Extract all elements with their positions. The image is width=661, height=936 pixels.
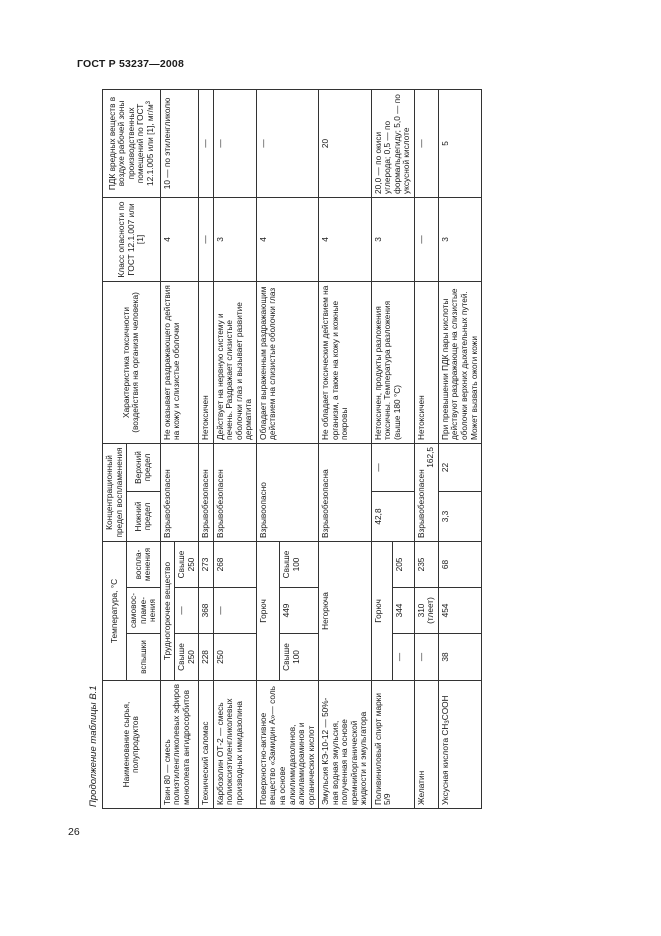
cell-hazard-class: 4 — [256, 197, 318, 281]
table-row — [256, 89, 279, 808]
cell-self-ignition: — — [213, 588, 256, 634]
table-row — [371, 89, 393, 808]
cell-toxicity: Не обладает токсическим действием на организм, а также на кожу и кожные покровы — [319, 281, 372, 443]
table-row — [160, 89, 175, 808]
cell-self-ignition: 454 — [438, 588, 481, 634]
cell-name: Технический саломас — [199, 681, 214, 809]
cell-pdk: — — [213, 89, 256, 197]
table-row — [319, 89, 372, 808]
cell-toxicity: При превышении ПДК пары кислоты действуют раздражающе на слизистые оболочки верхних дыхательных путей. Может вызвать ожоги кожи — [438, 281, 481, 443]
cell-ignition: 205 — [393, 541, 415, 587]
cell-name: Карбозолин ОТ-2 — смесь полиоксиэтиленгликолевых производных имидазолина — [213, 681, 256, 809]
cell-self-ignition: 310 (тлеет) — [414, 588, 438, 634]
cell-explosivity — [414, 443, 438, 541]
pdk-header-sup: 3 — [145, 101, 152, 105]
conc-group-header: Концентрационный предел воспламенения — [103, 443, 127, 541]
cell-explosivity: Взрывобезопасен — [160, 443, 199, 541]
col-hazard-class-header: Класс опасности по ГОСТ 12.1.007 или [1] — [103, 197, 161, 281]
rotated-table-block — [86, 90, 555, 809]
cell-ignition: Свыше 250 — [175, 541, 199, 587]
cell-combustibility: Горюч — [256, 541, 279, 680]
cell-self-ignition: 344 — [393, 588, 415, 634]
document-header: ГОСТ Р 53237—2008 — [77, 58, 185, 70]
cell-self-ignition: — — [175, 588, 199, 634]
cell-pdk: — — [199, 89, 214, 197]
col-ignition-header: воспла-менения — [127, 541, 161, 587]
upper-limit-value: 162,5 — [425, 446, 436, 468]
cell-combustibility: Трудногорючее вещество — [160, 541, 175, 680]
cell-pdk: 20 — [319, 89, 372, 197]
cell-toxicity: Нетоксичен — [199, 281, 214, 443]
cell-hazard-class: 3 — [371, 197, 414, 281]
col-lower-header: Нижний предел — [127, 491, 161, 541]
cell-upper: 22 — [438, 443, 481, 491]
cell-ignition: 273 — [199, 541, 214, 587]
cell-explosivity: Взрывобезопасна — [319, 443, 372, 541]
cell-ignition: 235 — [414, 541, 438, 587]
name-subscript: 3 — [444, 720, 451, 724]
cell-toxicity: Действует на нервную систему и печень. Раздражает слизистые оболочки глаз и вызывает развитие дерматита — [213, 281, 256, 443]
cell-pdk: 20,0 — по окиси углерода; 0,5 — по формальдегиду; 5,0 — по уксусной кислоте — [371, 89, 414, 197]
col-upper-header: Верхний предел — [127, 443, 161, 491]
pdk-header-text: ПДК вредных веществ в воздухе рабочей зоны производственных помещений по ГОСТ 12.1.005 или [1], мг/м — [106, 96, 155, 191]
col-self-ignition-header: самовос-пламе-нения — [127, 588, 161, 634]
cell-explosivity: Взрывоопасно — [256, 443, 318, 541]
explosivity-text: Взрывобезопасен — [415, 469, 426, 538]
cell-ignition: 268 — [213, 541, 256, 587]
cell-toxicity: Обладает выраженным раздражающим действием на слизистые оболочки глаз — [256, 281, 318, 443]
cell-flash: 228 — [199, 634, 214, 681]
cell-combustibility: Негорюча — [319, 541, 372, 680]
cell-toxicity: Нетоксичен, продукты разложения токсичны. Температура разложения (выше 180 °С) — [371, 281, 414, 443]
cell-pdk: — — [256, 89, 318, 197]
cell-explosivity: Взрывобезопасен — [199, 443, 214, 541]
table-row — [414, 89, 438, 808]
cell-hazard-class: 3 — [213, 197, 256, 281]
cell-name: Эмульсия КЭ-10-12 — 50%-ная водная эмульсия, полученная на основе кремнийорганической жидкости и эмульгатора — [319, 681, 372, 809]
cell-toxicity: Нетоксичен — [414, 281, 438, 443]
temp-group-header: Температура, °С — [103, 541, 127, 680]
cell-flash: 250 — [213, 634, 256, 681]
cell-flash: 38 — [438, 634, 481, 681]
cell-flash: Свыше 250 — [175, 634, 199, 681]
cell-name — [438, 681, 481, 809]
name-prefix: Уксусная кислота CH — [439, 723, 450, 805]
table-row — [213, 89, 256, 808]
page-number: 26 — [68, 826, 80, 838]
cell-name: Твин 80 — смесь полиэтиленгликолевых эфиров моноолеата ангидросорбитов — [160, 681, 199, 809]
table-row — [438, 89, 481, 808]
cell-hazard-class: 3 — [438, 197, 481, 281]
cell-self-ignition: 449 — [280, 588, 319, 634]
cell-hazard-class: — — [414, 197, 438, 281]
cell-ignition: 68 — [438, 541, 481, 587]
cell-upper: — — [371, 443, 414, 491]
table-row — [199, 89, 214, 808]
cell-combustibility: Горюч — [371, 541, 393, 680]
name-suffix: COOH — [439, 695, 450, 721]
cell-toxicity: Не оказывает раздражающего действия на кожу и слизистые оболочки — [160, 281, 199, 443]
cell-flash: — — [393, 634, 415, 681]
cell-flash: — — [414, 634, 438, 681]
cell-name: Желатин — [414, 681, 438, 809]
cell-hazard-class: 4 — [319, 197, 372, 281]
cell-self-ignition: 368 — [199, 588, 214, 634]
cell-lower: 42,8 — [371, 491, 414, 541]
col-pdk-header — [103, 89, 161, 197]
cell-explosivity: Взрывобезопасен — [213, 443, 256, 541]
cell-lower: 3,3 — [438, 491, 481, 541]
cell-hazard-class: — — [199, 197, 214, 281]
cell-pdk: 5 — [438, 89, 481, 197]
cell-name: Поверхностно-активное вещество «Замидин А»— соль на основе алкилимидазолинов, алкиламидоаминов и органических кислот — [256, 681, 318, 809]
data-table — [102, 89, 482, 809]
cell-flash: Свыше 100 — [280, 634, 319, 681]
table-caption: Продолжение таблицы В.1 — [88, 685, 99, 807]
col-flash-header: вспышки — [127, 634, 161, 681]
header-row-1 — [103, 89, 127, 808]
cell-name: Поливиниловый спирт марки 5/9 — [371, 681, 414, 809]
cell-pdk: — — [414, 89, 438, 197]
col-name-header: Наименование сырья, полупродуктов — [103, 681, 161, 809]
cell-hazard-class: 4 — [160, 197, 199, 281]
cell-ignition: Свыше 100 — [280, 541, 319, 587]
cell-pdk: 10 — по этиленгликолю — [160, 89, 199, 197]
col-toxicity-header: Характеристика токсичности (воздействия на организм человека) — [103, 281, 161, 443]
